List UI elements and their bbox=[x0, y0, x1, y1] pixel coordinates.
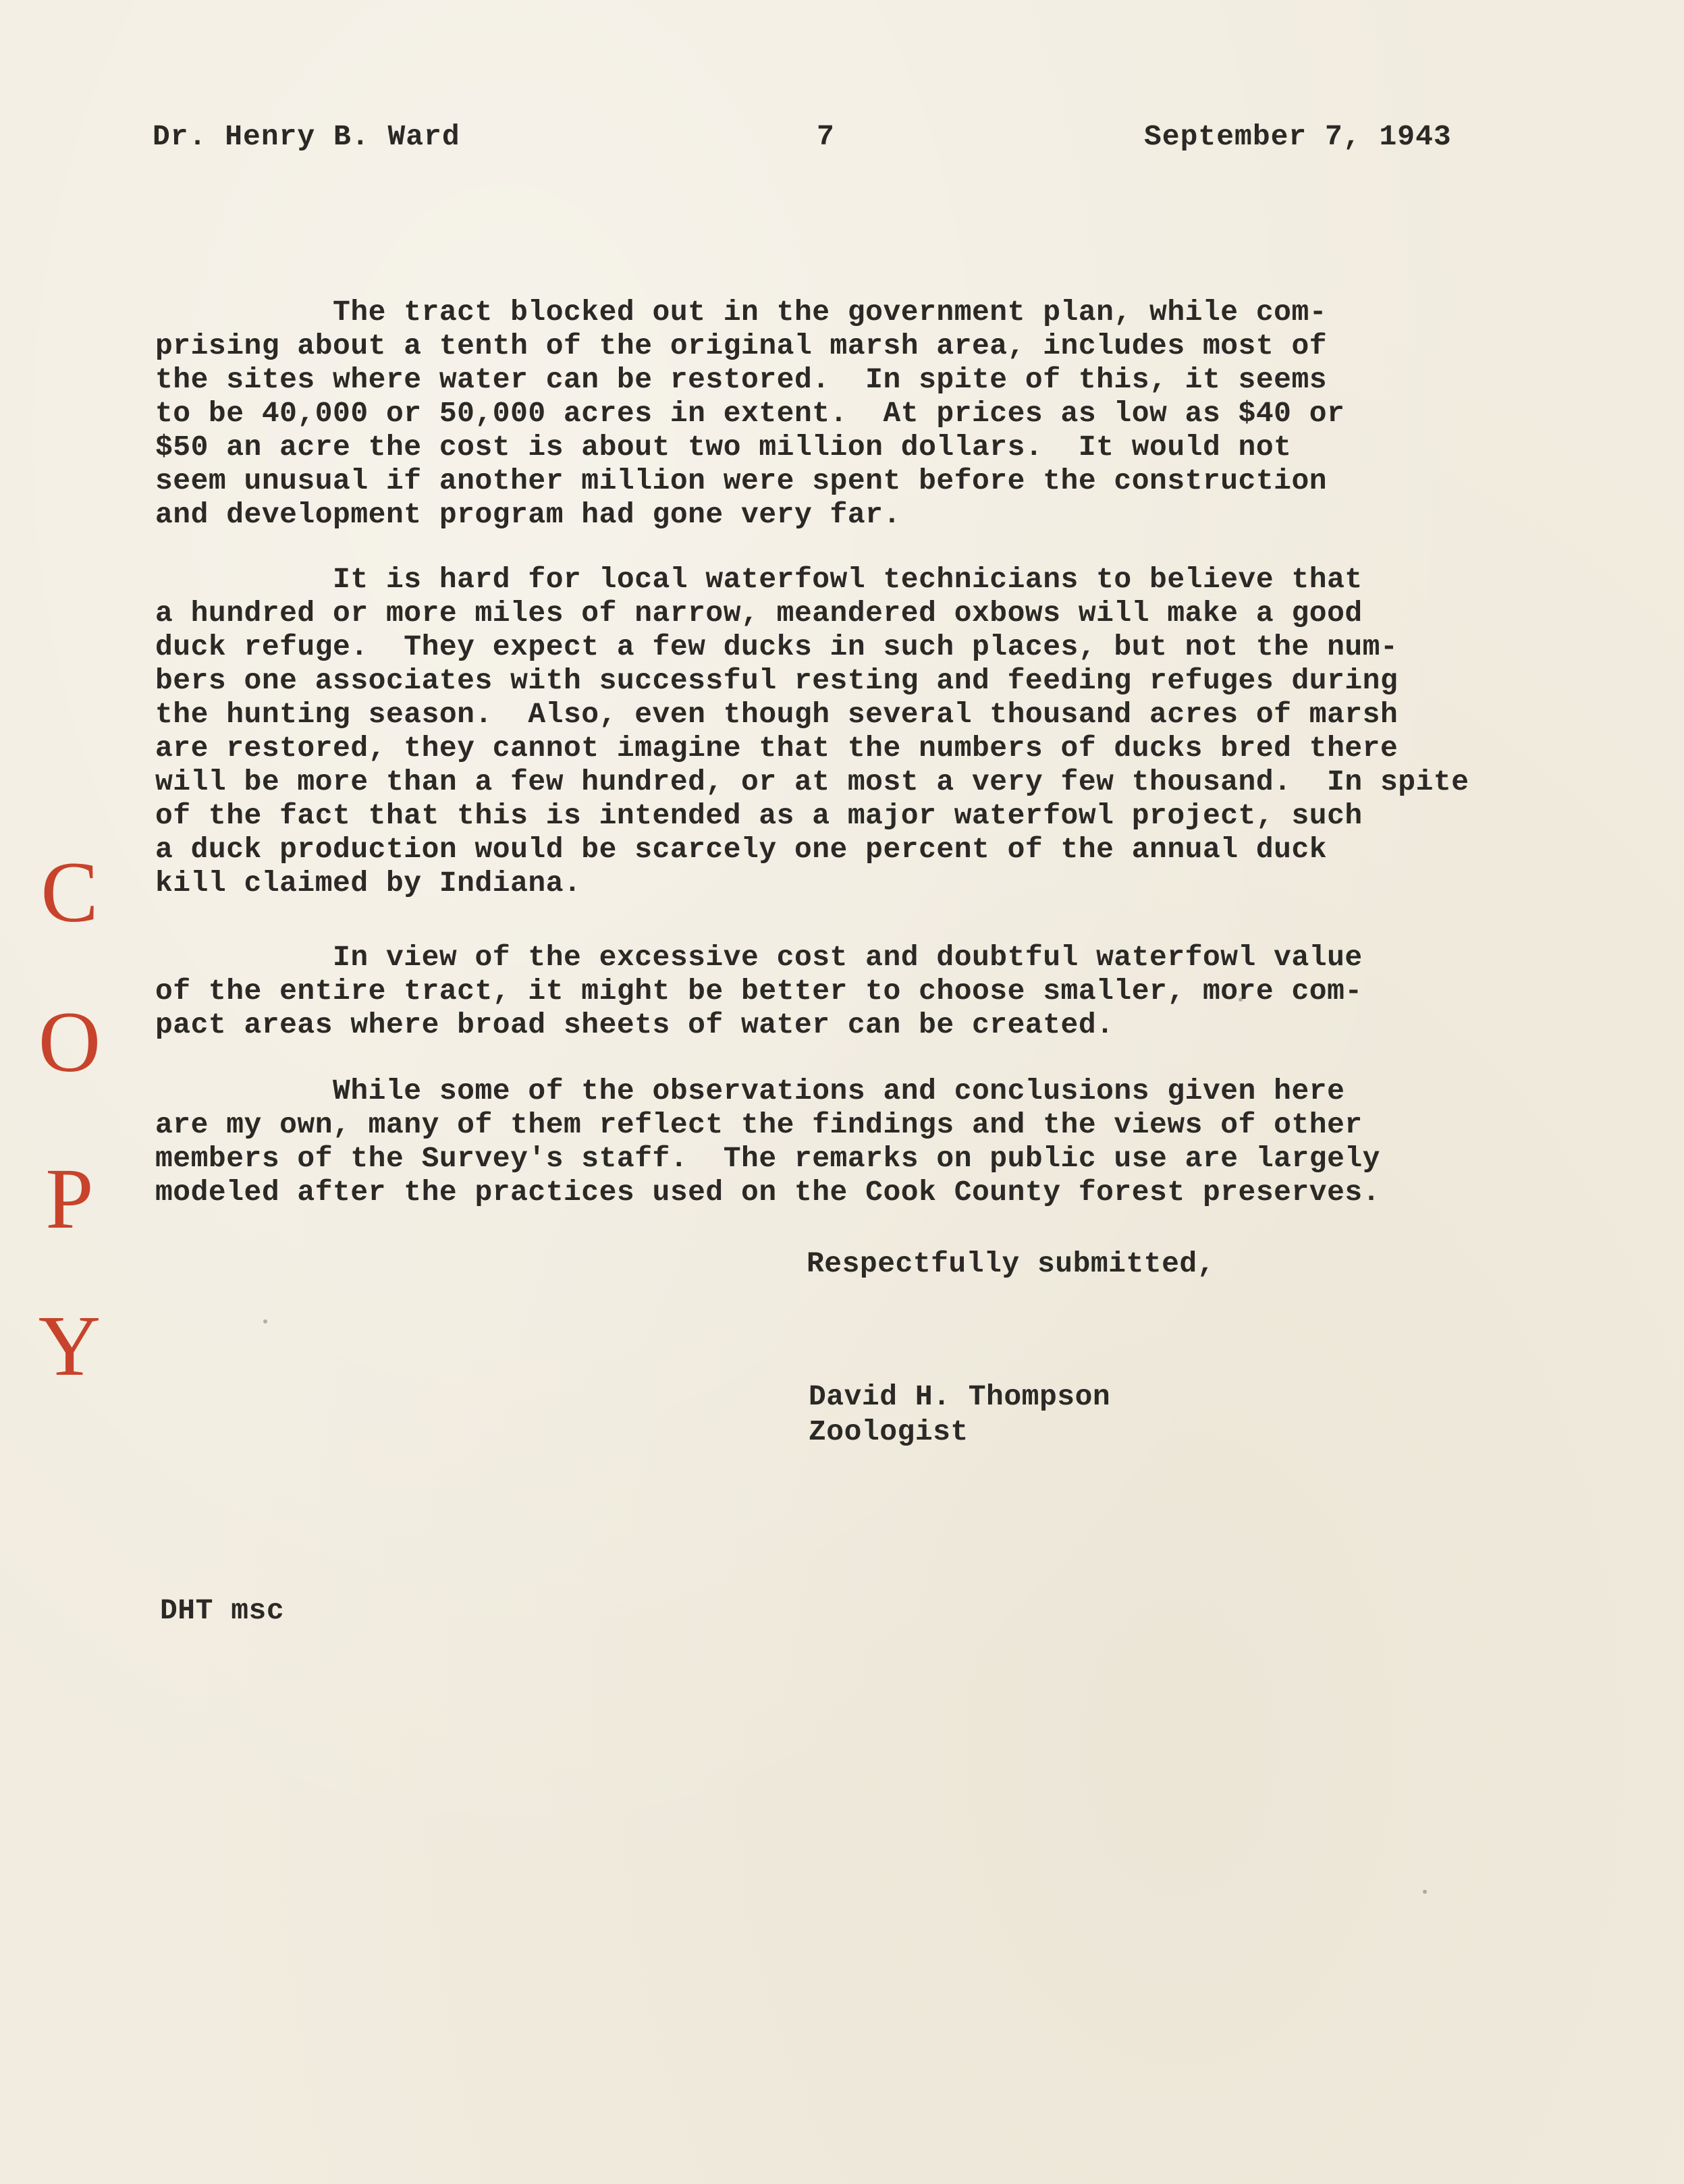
signer-title: Zoologist bbox=[809, 1415, 969, 1448]
copy-stamp-letter-c: C bbox=[40, 844, 99, 940]
body-paragraph-1: The tract blocked out in the government plan, while com- prising about a tenth of the original marsh area, includes most of the sites where water can be restored. In spite of this, it seems to be 40,000 or 50,000 acres in extent. At prices as low as $40 or $50 an acre the cost is about two million dollars. It would not seem unusual if another million were spent before the construction and development program had gone very far. bbox=[155, 296, 1345, 531]
body-paragraph-3: In view of the excessive cost and doubtful waterfowl value of the entire tract, it might be better to choose smaller, more com- pact areas where broad sheets of water can be created. bbox=[155, 941, 1363, 1041]
body-paragraph-4: While some of the observations and conclusions given here are my own, many of them reflect the findings and the views of other members of the Survey's staff. The remarks on public use are largely modeled after the practices used on the Cook County forest preserves. bbox=[155, 1074, 1380, 1209]
signer-name: David H. Thompson bbox=[809, 1380, 1111, 1413]
copy-stamp-letter-o: O bbox=[38, 994, 101, 1090]
paper-speck bbox=[263, 1319, 267, 1323]
copy-stamp-letter-y: Y bbox=[38, 1298, 101, 1394]
paper-speck bbox=[1239, 998, 1243, 1002]
letter-date: September 7, 1943 bbox=[1144, 120, 1452, 153]
copy-stamp-letter-p: P bbox=[45, 1151, 94, 1247]
body-paragraph-2: It is hard for local waterfowl technicians to believe that a hundred or more miles of narrow, meandered oxbows will make a good duck refuge. They expect a few ducks in such places, but not the num- bers one associates with successful resting and feeding refuges during the hunting season. Also, even though several thousand acres of marsh are restored, they cannot imagine that the numbers of ducks bred there will be more than a few hundred, or at most a very few thousand. In spite of the fact that this is intended as a major waterfowl project, such a duck production would be scarcely one percent of the annual duck kill claimed by Indiana. bbox=[155, 563, 1469, 900]
page-number: 7 bbox=[817, 120, 835, 153]
addressee: Dr. Henry B. Ward bbox=[153, 120, 460, 153]
paper-speck bbox=[1423, 1890, 1427, 1894]
typist-initials: DHT msc bbox=[160, 1594, 285, 1627]
closing-salutation: Respectfully submitted, bbox=[807, 1247, 1215, 1280]
